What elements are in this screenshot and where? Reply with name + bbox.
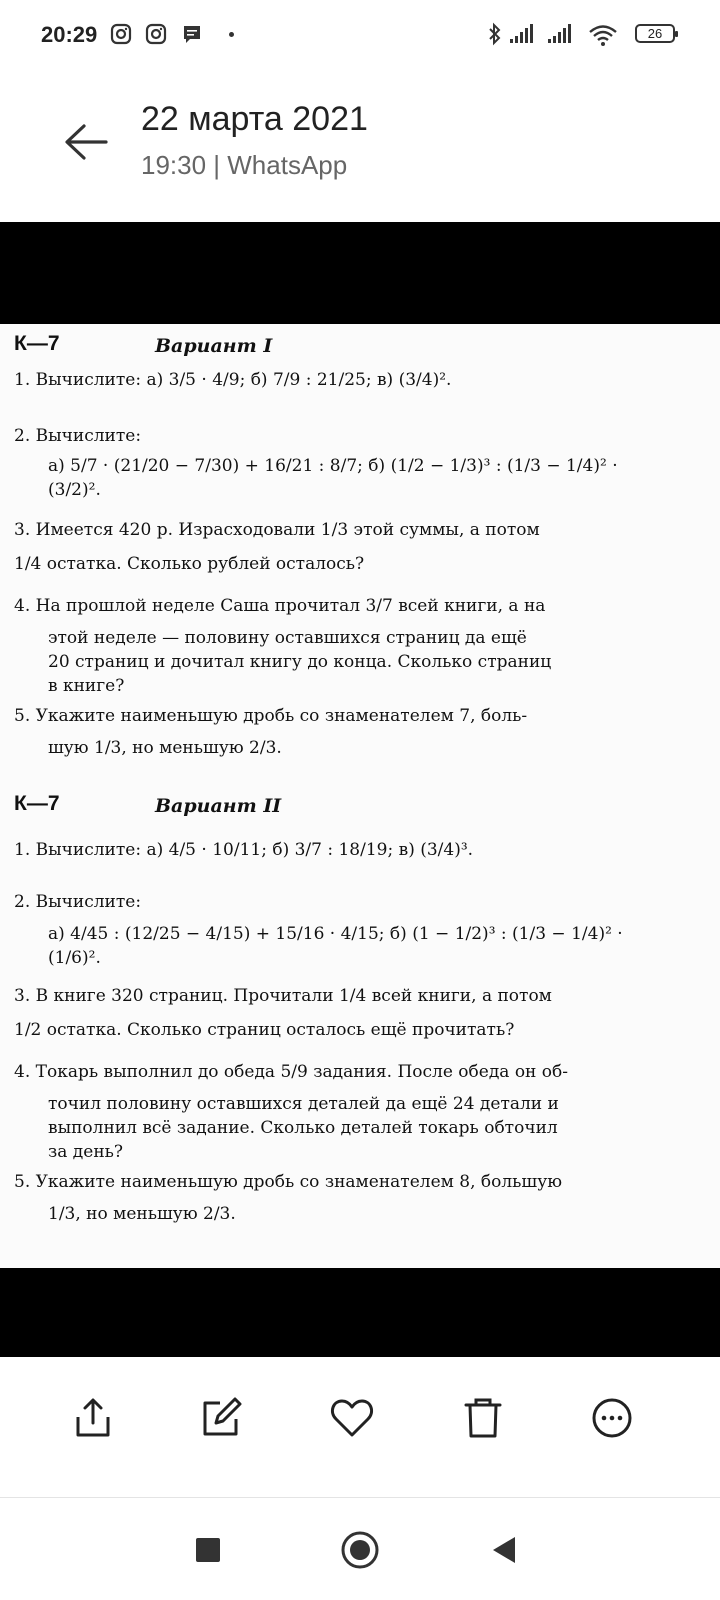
back-arrow-icon[interactable] xyxy=(62,122,108,162)
task-line: этой неделе — половину оставшихся страниц да ещё xyxy=(48,628,527,648)
task-line: 1/2 остатка. Сколько страниц осталось ещё прочитать? xyxy=(14,1020,515,1040)
task-line: 2. Вычислите: xyxy=(14,892,142,912)
task-line: 20 страниц и дочитал книгу до конца. Сколько страниц xyxy=(48,652,552,672)
battery-indicator: 26 xyxy=(635,24,675,43)
back-triangle-icon[interactable] xyxy=(490,1535,518,1565)
notification-dot xyxy=(229,32,234,37)
task-line: выполнил всё задание. Сколько деталей токарь обточил xyxy=(48,1118,558,1138)
task-line: 5. Укажите наименьшую дробь со знаменателем 7, боль- xyxy=(14,706,528,726)
instagram-icon xyxy=(145,23,167,45)
signal-icon xyxy=(548,24,576,44)
trash-icon[interactable] xyxy=(458,1393,508,1443)
task-line: 3. В книге 320 страниц. Прочитали 1/4 всей книги, а потом xyxy=(14,986,552,1006)
task-line: а) 4/45 : (12/25 − 4/15) + 15/16 · 4/15; б) (1 − 1/2)³ : (1/3 − 1/4)² · (1/6)². xyxy=(48,924,623,968)
task-line: 4. Токарь выполнил до обеда 5/9 задания. После обеда он об- xyxy=(14,1062,569,1082)
task-line: 1/3, но меньшую 2/3. xyxy=(48,1204,236,1224)
task-line: точил половину оставшихся деталей да ещё 24 детали и xyxy=(48,1094,559,1114)
task-line: 1/4 остатка. Сколько рублей осталось? xyxy=(14,554,365,574)
task-line: 1. Вычислите: а) 4/5 · 10/11; б) 3/7 : 18/19; в) (3/4)³. xyxy=(14,840,474,860)
task-line: 5. Укажите наименьшую дробь со знаменателем 8, большую xyxy=(14,1172,563,1192)
task-line: а) 5/7 · (21/20 − 7/30) + 16/21 : 8/7; б) (1/2 − 1/3)³ : (1/3 − 1/4)² · (3/2)². xyxy=(48,456,618,500)
task-line: 1. Вычислите: а) 3/5 · 4/9; б) 7/9 : 21/25; в) (3/4)². xyxy=(14,370,452,390)
edit-icon[interactable] xyxy=(196,1393,246,1443)
image-letterbox-top xyxy=(0,222,720,324)
recents-square-icon[interactable] xyxy=(195,1537,221,1563)
task-line: 2. Вычислите: xyxy=(14,426,142,446)
viewer-header xyxy=(0,70,720,220)
instagram-icon xyxy=(110,23,132,45)
test-code: К—7 xyxy=(14,792,60,815)
task-line: 3. Имеется 420 р. Израсходовали 1/3 этой суммы, а потом xyxy=(14,520,540,540)
more-options-icon[interactable] xyxy=(587,1393,637,1443)
test-code: К—7 xyxy=(14,332,60,355)
document-image[interactable] xyxy=(0,324,720,1268)
bluetooth-icon xyxy=(488,22,502,46)
status-time: 20:29 xyxy=(41,22,98,47)
task-line: за день? xyxy=(48,1142,124,1162)
photo-source-subtitle: 19:30 | WhatsApp xyxy=(141,150,348,180)
heart-icon[interactable] xyxy=(327,1393,377,1443)
photo-date-title: 22 марта 2021 xyxy=(141,100,368,138)
message-icon xyxy=(181,23,203,45)
variant-heading: Вариант I xyxy=(155,335,273,357)
status-bar xyxy=(0,0,720,70)
task-line: в книге? xyxy=(48,676,125,696)
task-line: шую 1/3, но меньшую 2/3. xyxy=(48,738,282,758)
share-icon[interactable] xyxy=(68,1393,118,1443)
photo-action-toolbar xyxy=(0,1357,720,1497)
task-line: 4. На прошлой неделе Саша прочитал 3/7 всей книги, а на xyxy=(14,596,546,616)
home-circle-icon[interactable] xyxy=(340,1530,380,1570)
signal-icon xyxy=(510,24,538,44)
system-nav-bar xyxy=(0,1498,720,1600)
image-letterbox-bottom xyxy=(0,1268,720,1357)
wifi-icon xyxy=(588,24,618,46)
variant-heading: Вариант II xyxy=(155,795,282,817)
